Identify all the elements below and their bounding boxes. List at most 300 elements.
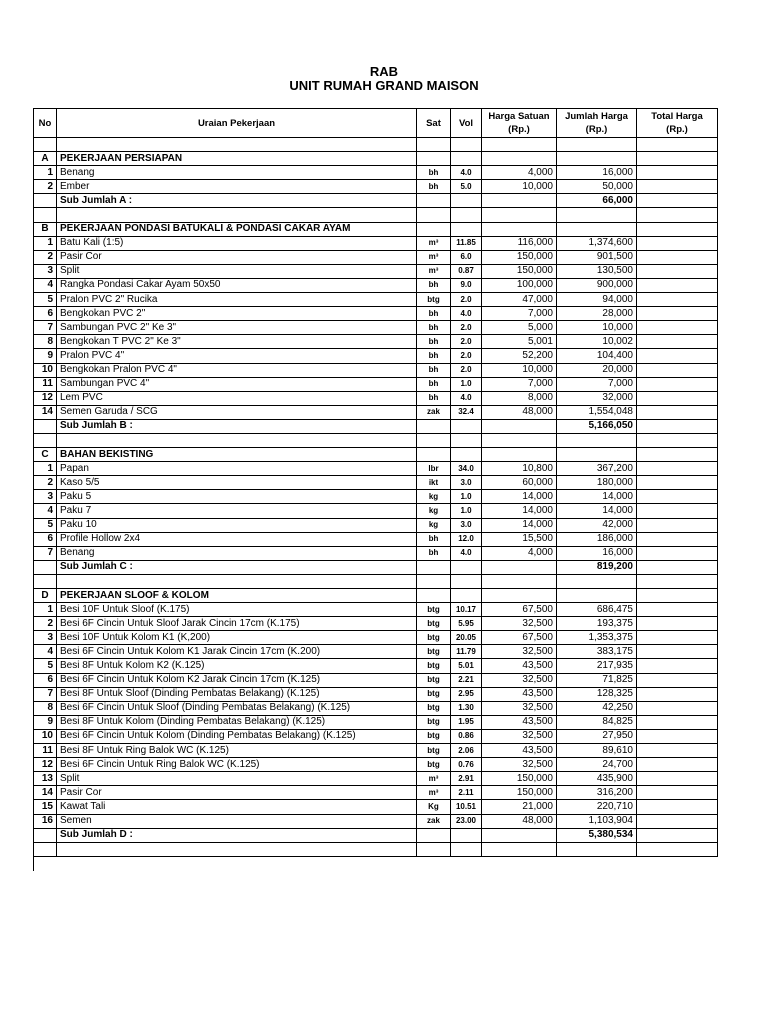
section-name: PEKERJAAN SLOOF & KOLOM xyxy=(57,589,417,603)
item-volume: 10.17 xyxy=(451,603,482,617)
section-row xyxy=(34,222,718,236)
item-unit-price: 21,000 xyxy=(482,800,557,814)
item-unit-price: 47,000 xyxy=(482,293,557,307)
item-unit-price: 116,000 xyxy=(482,236,557,250)
empty-cell xyxy=(557,842,637,856)
item-amount: 220,710 xyxy=(557,800,637,814)
item-volume: 4.0 xyxy=(451,391,482,405)
subtotal-label: Sub Jumlah B : xyxy=(57,419,417,433)
item-volume: 0.87 xyxy=(451,264,482,278)
item-volume: 10.51 xyxy=(451,800,482,814)
item-unit: btg xyxy=(417,659,451,673)
item-amount: 901,500 xyxy=(557,250,637,264)
subtotal-label: Sub Jumlah A : xyxy=(57,194,417,208)
empty-cell xyxy=(557,222,637,236)
item-unit: btg xyxy=(417,701,451,715)
item-volume: 2.95 xyxy=(451,687,482,701)
header-jumlah-harga-line1: Jumlah Harga xyxy=(565,111,628,122)
empty-cell xyxy=(57,574,417,588)
item-description: Besi 6F Cincin Untuk Kolom K1 Jarak Cincin 17cm (K.200) xyxy=(57,645,417,659)
empty-cell xyxy=(451,419,482,433)
item-total xyxy=(637,264,718,278)
blank-row xyxy=(34,574,718,588)
empty-cell xyxy=(34,419,57,433)
item-description: Benang xyxy=(57,546,417,560)
header-total-harga-line2: (Rp.) xyxy=(666,124,688,135)
table-row xyxy=(34,617,718,631)
item-unit: kg xyxy=(417,504,451,518)
item-total xyxy=(637,307,718,321)
item-amount: 14,000 xyxy=(557,490,637,504)
empty-cell xyxy=(482,208,557,222)
item-description: Paku 5 xyxy=(57,490,417,504)
empty-cell xyxy=(417,842,451,856)
item-description: Pasir Cor xyxy=(57,250,417,264)
item-description: Benang xyxy=(57,166,417,180)
item-no: 3 xyxy=(34,264,57,278)
item-unit-price: 7,000 xyxy=(482,307,557,321)
item-volume: 11.79 xyxy=(451,645,482,659)
item-total xyxy=(637,250,718,264)
item-volume: 4.0 xyxy=(451,307,482,321)
item-no: 4 xyxy=(34,645,57,659)
table-row xyxy=(34,476,718,490)
item-no: 16 xyxy=(34,814,57,828)
empty-cell xyxy=(482,152,557,166)
item-no: 13 xyxy=(34,772,57,786)
item-description: Pasir Cor xyxy=(57,786,417,800)
empty-cell xyxy=(482,589,557,603)
section-code: D xyxy=(34,589,57,603)
item-unit-price: 150,000 xyxy=(482,786,557,800)
item-unit: m³ xyxy=(417,786,451,800)
item-amount: 1,374,600 xyxy=(557,236,637,250)
section-code: A xyxy=(34,152,57,166)
item-total xyxy=(637,532,718,546)
item-unit: bh xyxy=(417,363,451,377)
item-no: 12 xyxy=(34,758,57,772)
sheet-left-border xyxy=(33,855,34,871)
item-unit: bh xyxy=(417,546,451,560)
item-total xyxy=(637,490,718,504)
item-unit: bh xyxy=(417,377,451,391)
empty-cell xyxy=(482,574,557,588)
item-volume: 1.0 xyxy=(451,504,482,518)
header-sat: Sat xyxy=(417,109,451,138)
item-total xyxy=(637,278,718,292)
header-harga-satuan xyxy=(482,109,557,138)
empty-cell xyxy=(34,208,57,222)
item-description: Pralon PVC 2" Rucika xyxy=(57,293,417,307)
item-unit-price: 150,000 xyxy=(482,772,557,786)
item-amount: 180,000 xyxy=(557,476,637,490)
item-amount: 193,375 xyxy=(557,617,637,631)
item-volume: 2.0 xyxy=(451,363,482,377)
empty-cell xyxy=(557,138,637,152)
empty-cell xyxy=(451,560,482,574)
item-description: Rangka Pondasi Cakar Ayam 50x50 xyxy=(57,278,417,292)
item-description: Besi 8F Untuk Ring Balok WC (K.125) xyxy=(57,744,417,758)
empty-cell xyxy=(417,560,451,574)
empty-cell xyxy=(417,419,451,433)
table-row xyxy=(34,729,718,743)
item-total xyxy=(637,687,718,701)
item-description: Besi 6F Cincin Untuk Sloof (Dinding Pembatas Belakang) (K.125) xyxy=(57,701,417,715)
item-amount: 1,103,904 xyxy=(557,814,637,828)
table-row xyxy=(34,659,718,673)
empty-cell xyxy=(34,560,57,574)
item-no: 2 xyxy=(34,180,57,194)
item-no: 11 xyxy=(34,377,57,391)
empty-cell xyxy=(482,138,557,152)
item-total xyxy=(637,659,718,673)
empty-cell xyxy=(57,138,417,152)
table-row xyxy=(34,645,718,659)
subtotal-value: 5,166,050 xyxy=(557,419,637,433)
item-total xyxy=(637,504,718,518)
item-unit-price: 150,000 xyxy=(482,264,557,278)
item-volume: 3.0 xyxy=(451,518,482,532)
empty-cell xyxy=(482,448,557,462)
item-unit-price: 60,000 xyxy=(482,476,557,490)
empty-cell xyxy=(451,222,482,236)
item-amount: 28,000 xyxy=(557,307,637,321)
item-amount: 84,825 xyxy=(557,715,637,729)
empty-cell xyxy=(417,194,451,208)
item-volume: 6.0 xyxy=(451,250,482,264)
item-no: 8 xyxy=(34,335,57,349)
item-total xyxy=(637,758,718,772)
item-amount: 7,000 xyxy=(557,377,637,391)
item-unit: btg xyxy=(417,744,451,758)
item-amount: 16,000 xyxy=(557,166,637,180)
header-total-harga xyxy=(637,109,718,138)
item-amount: 24,700 xyxy=(557,758,637,772)
table-row xyxy=(34,307,718,321)
item-volume: 0.76 xyxy=(451,758,482,772)
item-description: Semen Garuda / SCG xyxy=(57,405,417,419)
item-unit-price: 14,000 xyxy=(482,490,557,504)
empty-cell xyxy=(417,208,451,222)
item-description: Lem PVC xyxy=(57,391,417,405)
header-vol: Vol xyxy=(451,109,482,138)
item-amount: 686,475 xyxy=(557,603,637,617)
item-amount: 104,400 xyxy=(557,349,637,363)
empty-cell xyxy=(482,222,557,236)
empty-cell xyxy=(34,842,57,856)
header-uraian: Uraian Pekerjaan xyxy=(57,109,417,138)
subtotal-value: 819,200 xyxy=(557,560,637,574)
table-row xyxy=(34,490,718,504)
header-total-harga-line1: Total Harga xyxy=(651,111,703,122)
item-description: Ember xyxy=(57,180,417,194)
item-amount: 383,175 xyxy=(557,645,637,659)
table-row xyxy=(34,264,718,278)
item-unit: zak xyxy=(417,814,451,828)
item-no: 2 xyxy=(34,617,57,631)
item-volume: 12.0 xyxy=(451,532,482,546)
empty-cell xyxy=(57,433,417,447)
item-description: Bengkokan T PVC 2" Ke 3" xyxy=(57,335,417,349)
item-volume: 23.00 xyxy=(451,814,482,828)
item-no: 9 xyxy=(34,715,57,729)
table-row xyxy=(34,546,718,560)
empty-cell xyxy=(557,433,637,447)
item-unit-price: 67,500 xyxy=(482,603,557,617)
item-unit: btg xyxy=(417,729,451,743)
table-row xyxy=(34,335,718,349)
item-unit: btg xyxy=(417,673,451,687)
item-unit-price: 100,000 xyxy=(482,278,557,292)
table-row xyxy=(34,772,718,786)
document-subtitle: UNIT RUMAH GRAND MAISON xyxy=(289,78,479,93)
item-volume: 5.0 xyxy=(451,180,482,194)
item-amount: 10,000 xyxy=(557,321,637,335)
empty-cell xyxy=(417,138,451,152)
item-amount: 186,000 xyxy=(557,532,637,546)
item-total xyxy=(637,166,718,180)
item-unit-price: 10,000 xyxy=(482,180,557,194)
item-description: Kawat Tali xyxy=(57,800,417,814)
item-total xyxy=(637,180,718,194)
empty-cell xyxy=(417,448,451,462)
item-unit-price: 43,500 xyxy=(482,744,557,758)
item-description: Bengkokan Pralon PVC 4" xyxy=(57,363,417,377)
item-no: 7 xyxy=(34,546,57,560)
item-volume: 4.0 xyxy=(451,546,482,560)
item-unit-price: 15,500 xyxy=(482,532,557,546)
item-description: Besi 6F Cincin Untuk Sloof Jarak Cincin 17cm (K.175) xyxy=(57,617,417,631)
empty-cell xyxy=(637,560,718,574)
empty-cell xyxy=(637,208,718,222)
item-total xyxy=(637,476,718,490)
item-total xyxy=(637,814,718,828)
item-description: Besi 8F Untuk Sloof (Dinding Pembatas Belakang) (K.125) xyxy=(57,687,417,701)
item-no: 1 xyxy=(34,166,57,180)
section-name: PEKERJAAN PONDASI BATUKALI & PONDASI CAKAR AYAM xyxy=(57,222,417,236)
header-jumlah-harga xyxy=(557,109,637,138)
item-unit-price: 5,000 xyxy=(482,321,557,335)
item-amount: 367,200 xyxy=(557,462,637,476)
item-no: 2 xyxy=(34,476,57,490)
item-unit: ikt xyxy=(417,476,451,490)
table-row xyxy=(34,180,718,194)
item-no: 7 xyxy=(34,687,57,701)
item-unit-price: 5,001 xyxy=(482,335,557,349)
item-description: Paku 10 xyxy=(57,518,417,532)
empty-cell xyxy=(637,828,718,842)
empty-cell xyxy=(557,589,637,603)
subtotal-label: Sub Jumlah D : xyxy=(57,828,417,842)
item-amount: 1,353,375 xyxy=(557,631,637,645)
item-description: Profile Hollow 2x4 xyxy=(57,532,417,546)
item-volume: 20.05 xyxy=(451,631,482,645)
empty-cell xyxy=(637,448,718,462)
item-unit: m³ xyxy=(417,250,451,264)
section-code: B xyxy=(34,222,57,236)
item-amount: 1,554,048 xyxy=(557,405,637,419)
empty-cell xyxy=(34,433,57,447)
subtotal-value: 5,380,534 xyxy=(557,828,637,842)
empty-cell xyxy=(637,194,718,208)
header-no: No xyxy=(34,109,57,138)
table-row xyxy=(34,814,718,828)
item-total xyxy=(637,335,718,349)
empty-cell xyxy=(451,208,482,222)
table-row xyxy=(34,166,718,180)
item-total xyxy=(637,772,718,786)
item-total xyxy=(637,786,718,800)
item-unit: m³ xyxy=(417,772,451,786)
item-volume: 2.06 xyxy=(451,744,482,758)
item-no: 6 xyxy=(34,673,57,687)
item-description: Sambungan PVC 4" xyxy=(57,377,417,391)
item-amount: 71,825 xyxy=(557,673,637,687)
item-volume: 0.86 xyxy=(451,729,482,743)
section-name: PEKERJAAN PERSIAPAN xyxy=(57,152,417,166)
item-amount: 50,000 xyxy=(557,180,637,194)
item-volume: 9.0 xyxy=(451,278,482,292)
item-unit: bh xyxy=(417,532,451,546)
item-no: 14 xyxy=(34,786,57,800)
item-volume: 32.4 xyxy=(451,405,482,419)
subtotal-row xyxy=(34,560,718,574)
item-unit: btg xyxy=(417,687,451,701)
item-unit: btg xyxy=(417,715,451,729)
table-row xyxy=(34,518,718,532)
item-unit: kg xyxy=(417,490,451,504)
item-total xyxy=(637,321,718,335)
header-jumlah-harga-line2: (Rp.) xyxy=(585,124,608,135)
item-unit: btg xyxy=(417,758,451,772)
empty-cell xyxy=(417,152,451,166)
item-amount: 128,325 xyxy=(557,687,637,701)
table-row xyxy=(34,293,718,307)
item-unit-price: 10,000 xyxy=(482,363,557,377)
item-unit: bh xyxy=(417,166,451,180)
table-row xyxy=(34,744,718,758)
empty-cell xyxy=(637,433,718,447)
item-unit: kg xyxy=(417,518,451,532)
item-description: Besi 6F Cincin Untuk Ring Balok WC (K.125) xyxy=(57,758,417,772)
table-row xyxy=(34,363,718,377)
item-amount: 20,000 xyxy=(557,363,637,377)
item-unit: lbr xyxy=(417,462,451,476)
item-no: 15 xyxy=(34,800,57,814)
item-unit: btg xyxy=(417,603,451,617)
item-no: 10 xyxy=(34,729,57,743)
item-amount: 16,000 xyxy=(557,546,637,560)
item-unit-price: 48,000 xyxy=(482,814,557,828)
item-description: Besi 6F Cincin Untuk Kolom K2 Jarak Cincin 17cm (K.125) xyxy=(57,673,417,687)
table-row xyxy=(34,377,718,391)
item-unit: bh xyxy=(417,349,451,363)
item-total xyxy=(637,715,718,729)
section-row xyxy=(34,589,718,603)
item-volume: 2.0 xyxy=(451,293,482,307)
table-row xyxy=(34,278,718,292)
item-unit-price: 7,000 xyxy=(482,377,557,391)
item-no: 2 xyxy=(34,250,57,264)
empty-cell xyxy=(482,433,557,447)
item-unit-price: 10,800 xyxy=(482,462,557,476)
item-no: 1 xyxy=(34,603,57,617)
item-unit: bh xyxy=(417,278,451,292)
item-unit-price: 14,000 xyxy=(482,504,557,518)
item-no: 1 xyxy=(34,462,57,476)
subtotal-row xyxy=(34,828,718,842)
item-total xyxy=(637,363,718,377)
item-total xyxy=(637,701,718,715)
item-unit-price: 4,000 xyxy=(482,546,557,560)
item-unit-price: 32,500 xyxy=(482,729,557,743)
table-row xyxy=(34,673,718,687)
empty-cell xyxy=(451,152,482,166)
empty-cell xyxy=(451,448,482,462)
item-no: 3 xyxy=(34,490,57,504)
empty-cell xyxy=(557,152,637,166)
item-amount: 10,002 xyxy=(557,335,637,349)
item-unit: bh xyxy=(417,180,451,194)
item-volume: 1.95 xyxy=(451,715,482,729)
empty-cell xyxy=(637,222,718,236)
table-row xyxy=(34,687,718,701)
empty-cell xyxy=(482,194,557,208)
item-unit: zak xyxy=(417,405,451,419)
table-body xyxy=(34,138,718,857)
item-volume: 5.01 xyxy=(451,659,482,673)
item-amount: 316,200 xyxy=(557,786,637,800)
item-total xyxy=(637,518,718,532)
item-unit: btg xyxy=(417,617,451,631)
item-total xyxy=(637,645,718,659)
item-amount: 94,000 xyxy=(557,293,637,307)
item-total xyxy=(637,293,718,307)
item-amount: 42,000 xyxy=(557,518,637,532)
table-header-row xyxy=(34,109,718,138)
item-description: Split xyxy=(57,772,417,786)
empty-cell xyxy=(637,138,718,152)
blank-row xyxy=(34,208,718,222)
subtotal-label: Sub Jumlah C : xyxy=(57,560,417,574)
item-no: 4 xyxy=(34,278,57,292)
item-unit-price: 8,000 xyxy=(482,391,557,405)
item-no: 7 xyxy=(34,321,57,335)
item-unit: bh xyxy=(417,391,451,405)
item-unit: Kg xyxy=(417,800,451,814)
empty-cell xyxy=(451,138,482,152)
item-unit: bh xyxy=(417,321,451,335)
item-volume: 5.95 xyxy=(451,617,482,631)
item-description: Besi 6F Cincin Untuk Kolom (Dinding Pembatas Belakang) (K.125) xyxy=(57,729,417,743)
empty-cell xyxy=(557,208,637,222)
header-harga-satuan-line1: Harga Satuan xyxy=(488,111,550,122)
item-volume: 2.21 xyxy=(451,673,482,687)
table-row xyxy=(34,236,718,250)
item-amount: 130,500 xyxy=(557,264,637,278)
empty-cell xyxy=(34,828,57,842)
item-description: Paku 7 xyxy=(57,504,417,518)
item-amount: 435,900 xyxy=(557,772,637,786)
item-total xyxy=(637,744,718,758)
empty-cell xyxy=(417,574,451,588)
item-unit: btg xyxy=(417,293,451,307)
empty-cell xyxy=(637,152,718,166)
table-row xyxy=(34,250,718,264)
item-volume: 2.11 xyxy=(451,786,482,800)
empty-cell xyxy=(557,448,637,462)
blank-row xyxy=(34,138,718,152)
